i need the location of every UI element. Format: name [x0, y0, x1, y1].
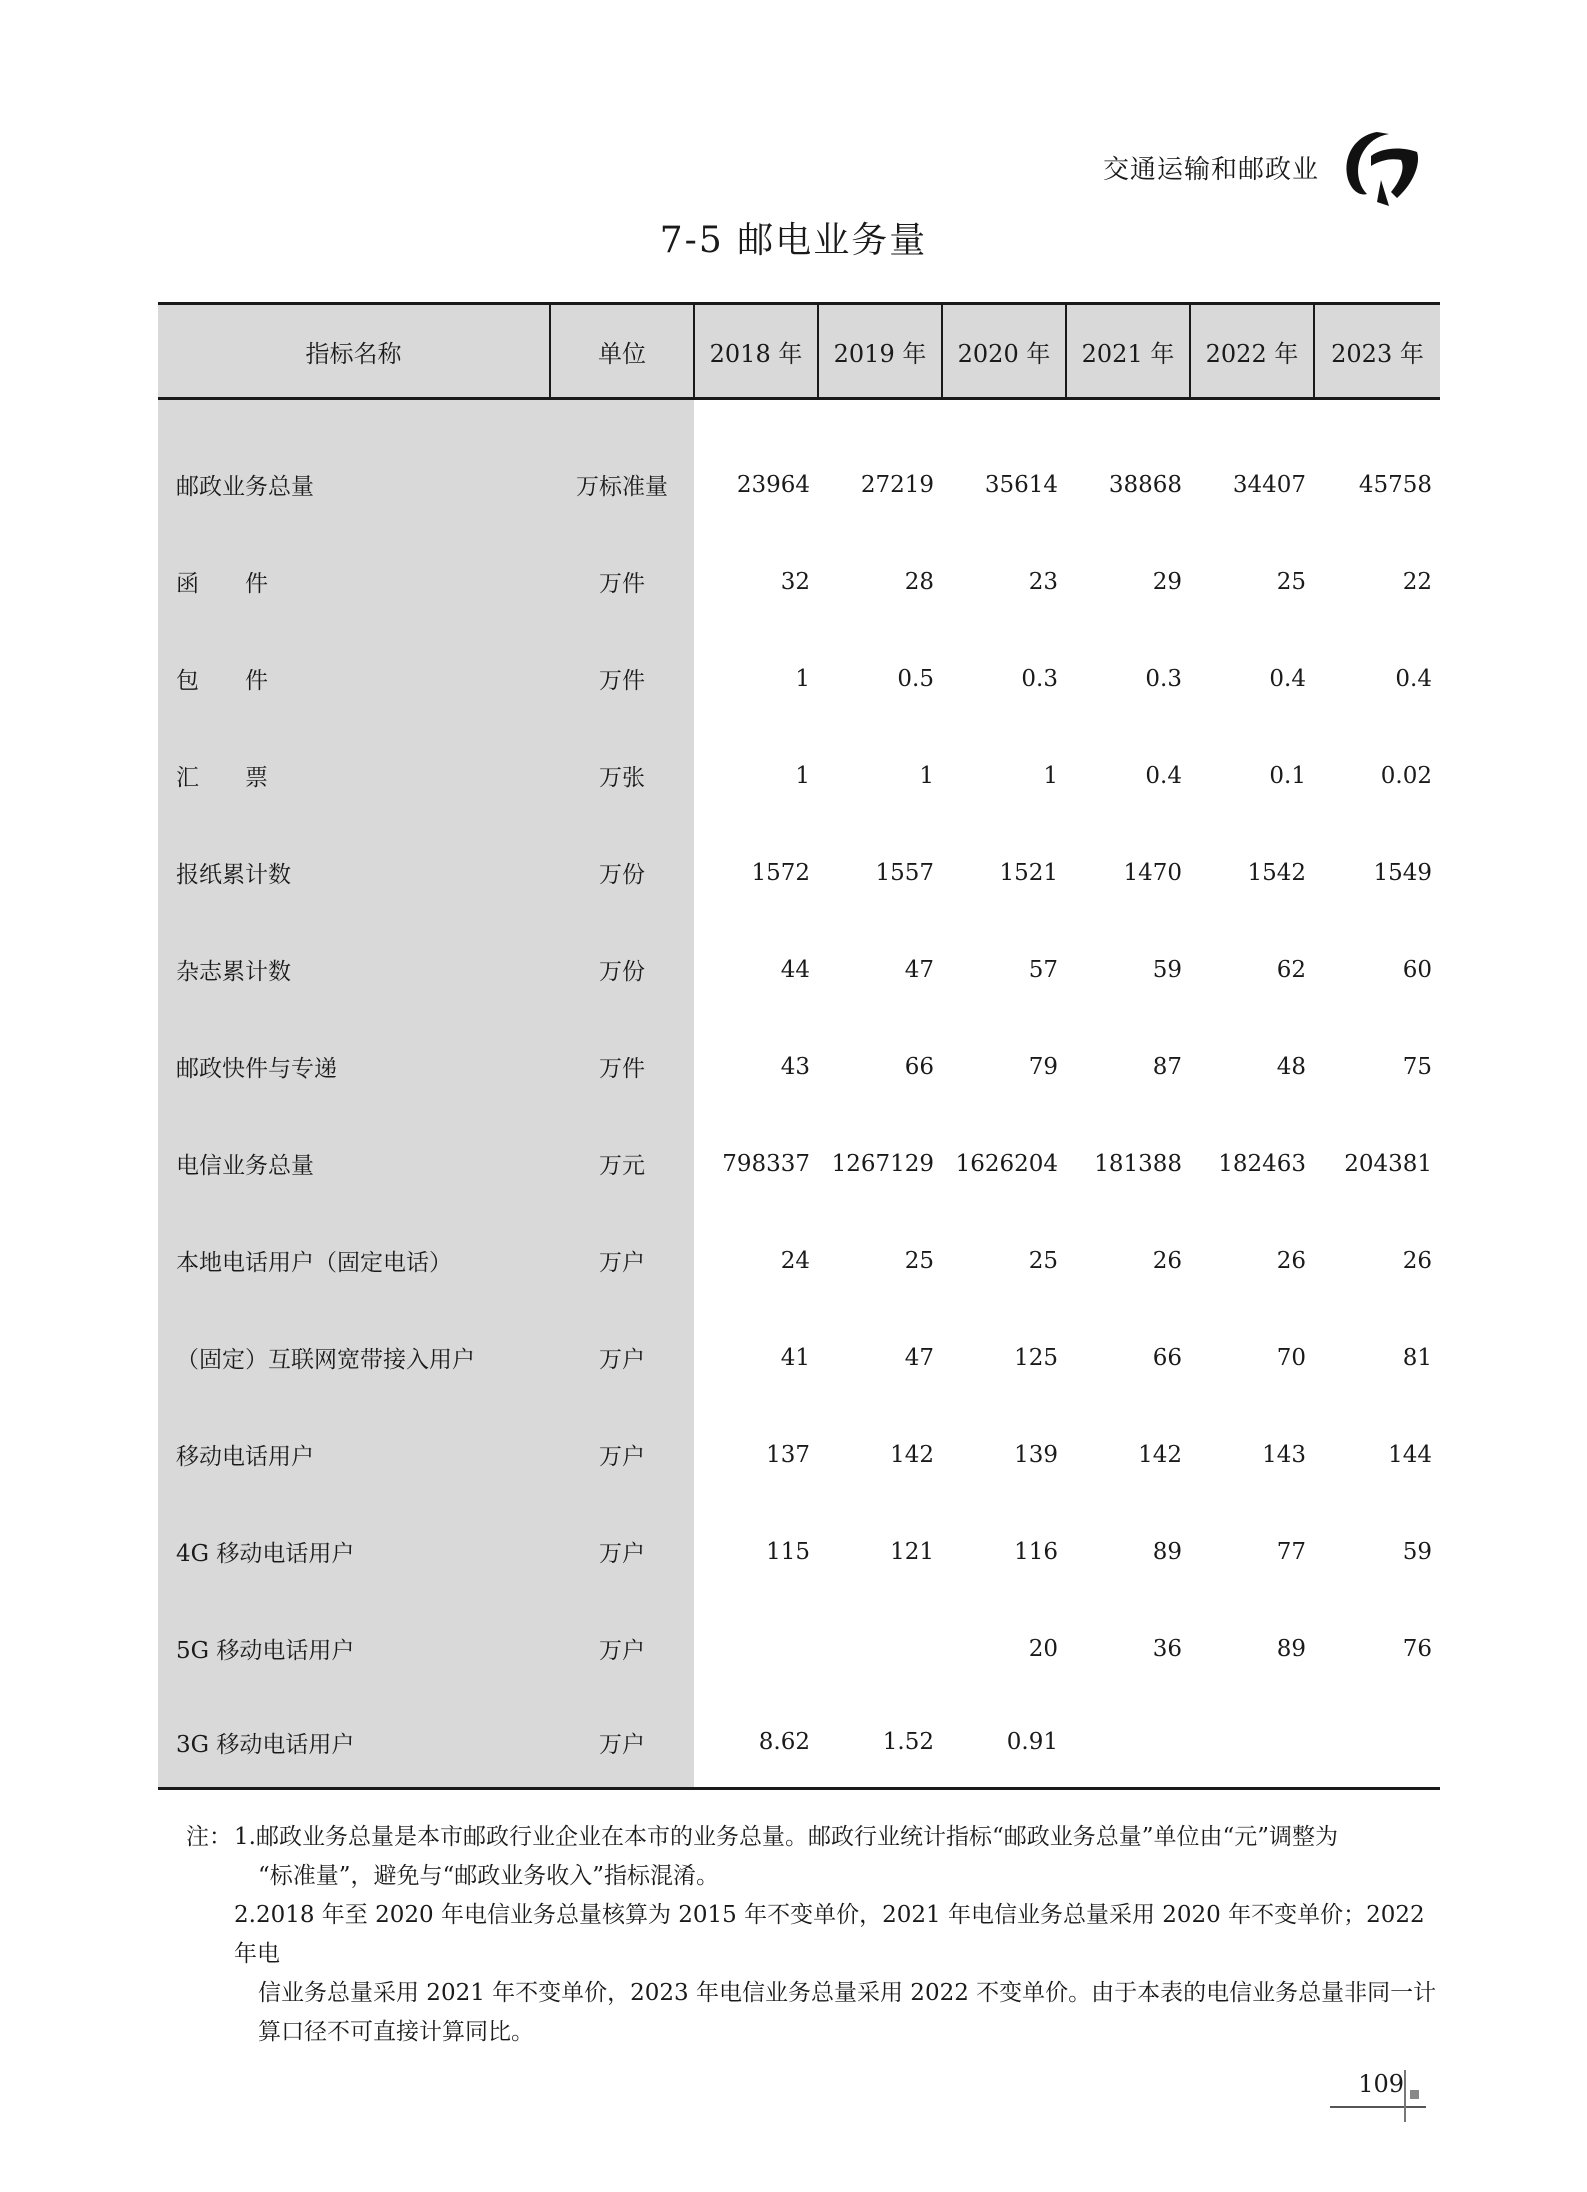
value-cell: 0.5 [897, 665, 934, 692]
row-unit: 万户 [550, 1503, 694, 1600]
row-name: 4G 移动电话用户 [158, 1503, 550, 1600]
table-row [158, 1406, 1440, 1503]
value-cell: 0.4 [1395, 665, 1432, 692]
value-cell: 25 [1276, 568, 1306, 595]
value-cell: 139 [1014, 1441, 1058, 1468]
table-row [158, 1018, 1440, 1115]
value-cell: 38868 [1108, 471, 1182, 498]
note-text: 2.2018 年至 2020 年电信业务总量核算为 2015 年不变单价，2021 年电信业务总量采用 2020 年不变单价；2022 年电 [234, 1902, 1425, 1967]
value-cell: 70 [1276, 1344, 1306, 1371]
row-unit: 万户 [550, 1697, 694, 1789]
value-cell: 23 [1028, 568, 1058, 595]
value-cell: 1521 [999, 859, 1058, 886]
value-cell: 798337 [722, 1150, 810, 1177]
chapter-label: 交通运输和邮政业 [1102, 154, 1319, 185]
note-text: 1.邮政业务总量是本市邮政行业企业在本市的业务总量。邮政行业统计指标“邮政业务总量”单位由“元”调整为 [234, 1824, 1338, 1850]
row-unit: 万件 [550, 630, 694, 727]
value-cell: 1.52 [818, 1697, 942, 1789]
table-header-row [158, 304, 1440, 399]
value-cell: 116 [1014, 1538, 1058, 1565]
column-header: 2022 年 [1190, 304, 1314, 399]
row-unit: 万户 [550, 1600, 694, 1697]
value-cell: 26 [1402, 1247, 1432, 1274]
row-name: 3G 移动电话用户 [158, 1697, 550, 1789]
value-cell: 144 [1388, 1441, 1432, 1468]
value-cell: 25 [1028, 1247, 1058, 1274]
row-name: 5G 移动电话用户 [158, 1600, 550, 1697]
column-header: 单位 [550, 304, 694, 399]
row-unit: 万件 [550, 533, 694, 630]
value-cell: 75 [1402, 1053, 1432, 1080]
row-unit: 万件 [550, 1018, 694, 1115]
value-cell: 32 [780, 568, 810, 595]
data-table [158, 302, 1440, 1790]
value-cell: 1572 [751, 859, 810, 886]
row-unit: 万张 [550, 727, 694, 824]
value-cell: 35614 [984, 471, 1058, 498]
value-cell: 1557 [875, 859, 934, 886]
value-cell: 20 [1028, 1635, 1058, 1662]
value-cell: 36 [1152, 1635, 1182, 1662]
value-cell: 47 [904, 1344, 934, 1371]
value-cell [1066, 1697, 1190, 1789]
page-number: 109 [1358, 2070, 1404, 2098]
value-cell: 76 [1402, 1635, 1432, 1662]
value-cell: 47 [904, 956, 934, 983]
value-cell [1314, 1697, 1440, 1789]
value-cell: 143 [1262, 1441, 1306, 1468]
value-cell: 79 [1028, 1053, 1058, 1080]
note-line [186, 1896, 1440, 1974]
value-cell: 1 [795, 665, 810, 692]
row-unit: 万份 [550, 921, 694, 1018]
column-header: 2020 年 [942, 304, 1066, 399]
column-header: 2021 年 [1066, 304, 1190, 399]
row-unit: 万户 [550, 1309, 694, 1406]
note-line [186, 1818, 1440, 1857]
value-cell: 41 [780, 1344, 810, 1371]
value-cell: 60 [1402, 956, 1432, 983]
value-cell: 57 [1028, 956, 1058, 983]
value-cell: 137 [766, 1441, 810, 1468]
row-name: 函 件 [158, 533, 550, 630]
value-cell: 43 [780, 1053, 810, 1080]
footnotes [186, 1818, 1440, 2052]
page-number-rule [1330, 2106, 1426, 2108]
value-cell [694, 1600, 818, 1697]
row-unit: 万标准量 [550, 399, 694, 534]
value-cell: 115 [766, 1538, 810, 1565]
value-cell: 59 [1152, 956, 1182, 983]
table-row [158, 1115, 1440, 1212]
value-cell: 8.62 [694, 1697, 818, 1789]
table-row [158, 824, 1440, 921]
value-cell: 62 [1276, 956, 1306, 983]
value-cell: 1542 [1247, 859, 1306, 886]
value-cell: 181388 [1094, 1150, 1182, 1177]
table-row [158, 1309, 1440, 1406]
value-cell: 81 [1402, 1344, 1432, 1371]
row-unit: 万户 [550, 1212, 694, 1309]
running-header [1103, 122, 1427, 212]
row-unit: 万份 [550, 824, 694, 921]
row-name: 电信业务总量 [158, 1115, 550, 1212]
value-cell: 0.4 [1145, 762, 1182, 789]
row-name: 报纸累计数 [158, 824, 550, 921]
value-cell: 0.3 [1145, 665, 1182, 692]
row-name: 包 件 [158, 630, 550, 727]
value-cell: 27219 [860, 471, 934, 498]
note-line [186, 2013, 1440, 2052]
value-cell: 0.91 [942, 1697, 1066, 1789]
row-name: 移动电话用户 [158, 1406, 550, 1503]
value-cell: 45758 [1358, 471, 1432, 498]
row-name: 杂志累计数 [158, 921, 550, 1018]
value-cell: 48 [1276, 1053, 1306, 1080]
value-cell: 142 [890, 1441, 934, 1468]
value-cell [818, 1600, 942, 1697]
value-cell: 66 [1152, 1344, 1182, 1371]
page-title: 7-5 邮电业务量 [659, 220, 928, 261]
value-cell: 204381 [1344, 1150, 1432, 1177]
value-cell: 0.02 [1380, 762, 1432, 789]
value-cell: 89 [1276, 1635, 1306, 1662]
value-cell: 77 [1276, 1538, 1306, 1565]
table-row [158, 921, 1440, 1018]
value-cell: 0.4 [1269, 665, 1306, 692]
value-cell: 1470 [1123, 859, 1182, 886]
value-cell: 89 [1152, 1538, 1182, 1565]
value-cell: 0.3 [1021, 665, 1058, 692]
note-line [186, 1857, 1440, 1896]
value-cell: 1 [919, 762, 934, 789]
table-row [158, 533, 1440, 630]
value-cell: 1 [1043, 762, 1058, 789]
table-row [158, 399, 1440, 534]
value-cell: 59 [1402, 1538, 1432, 1565]
table-row [158, 727, 1440, 824]
table-row [158, 1600, 1440, 1697]
value-cell: 26 [1152, 1247, 1182, 1274]
value-cell: 24 [780, 1247, 810, 1274]
value-cell: 66 [904, 1053, 934, 1080]
column-header: 指标名称 [158, 304, 550, 399]
table-row [158, 630, 1440, 727]
value-cell: 34407 [1232, 471, 1306, 498]
row-name: 汇 票 [158, 727, 550, 824]
value-cell: 1549 [1373, 859, 1432, 886]
table-row [158, 1697, 1440, 1789]
note-prefix: 注： [186, 1824, 232, 1850]
value-cell: 28 [904, 568, 934, 595]
value-cell [1190, 1697, 1314, 1789]
page-number-tick [1404, 2070, 1406, 2122]
value-cell: 29 [1152, 568, 1182, 595]
publication-logo-icon [1337, 122, 1427, 212]
note-text: 信业务总量采用 2021 年不变单价，2023 年电信业务总量采用 2022 不变单价。由于本表的电信业务总量非同一计 [258, 1980, 1437, 2006]
row-unit: 万元 [550, 1115, 694, 1212]
note-line [186, 1974, 1440, 2013]
note-text: “标准量”，避免与“邮政业务收入”指标混淆。 [258, 1863, 720, 1889]
value-cell: 44 [780, 956, 810, 983]
value-cell: 1626204 [955, 1150, 1058, 1177]
row-name: 本地电话用户（固定电话） [158, 1212, 550, 1309]
row-unit: 万户 [550, 1406, 694, 1503]
table-row [158, 1212, 1440, 1309]
value-cell: 1267129 [831, 1150, 934, 1177]
row-name: 邮政业务总量 [158, 399, 550, 534]
value-cell: 142 [1138, 1441, 1182, 1468]
row-name: 邮政快件与专递 [158, 1018, 550, 1115]
value-cell: 0.1 [1269, 762, 1306, 789]
column-header: 2018 年 [694, 304, 818, 399]
value-cell: 125 [1014, 1344, 1058, 1371]
value-cell: 1 [795, 762, 810, 789]
value-cell: 26 [1276, 1247, 1306, 1274]
page-number-mark [1410, 2090, 1419, 2099]
table-row [158, 1503, 1440, 1600]
value-cell: 121 [890, 1538, 934, 1565]
value-cell: 22 [1402, 568, 1432, 595]
value-cell: 25 [904, 1247, 934, 1274]
value-cell: 23964 [736, 471, 810, 498]
value-cell: 87 [1152, 1053, 1182, 1080]
note-text: 算口径不可直接计算同比。 [258, 2019, 534, 2045]
value-cell: 182463 [1218, 1150, 1306, 1177]
column-header: 2019 年 [818, 304, 942, 399]
column-header: 2023 年 [1314, 304, 1440, 399]
row-name: （固定）互联网宽带接入用户 [158, 1309, 550, 1406]
